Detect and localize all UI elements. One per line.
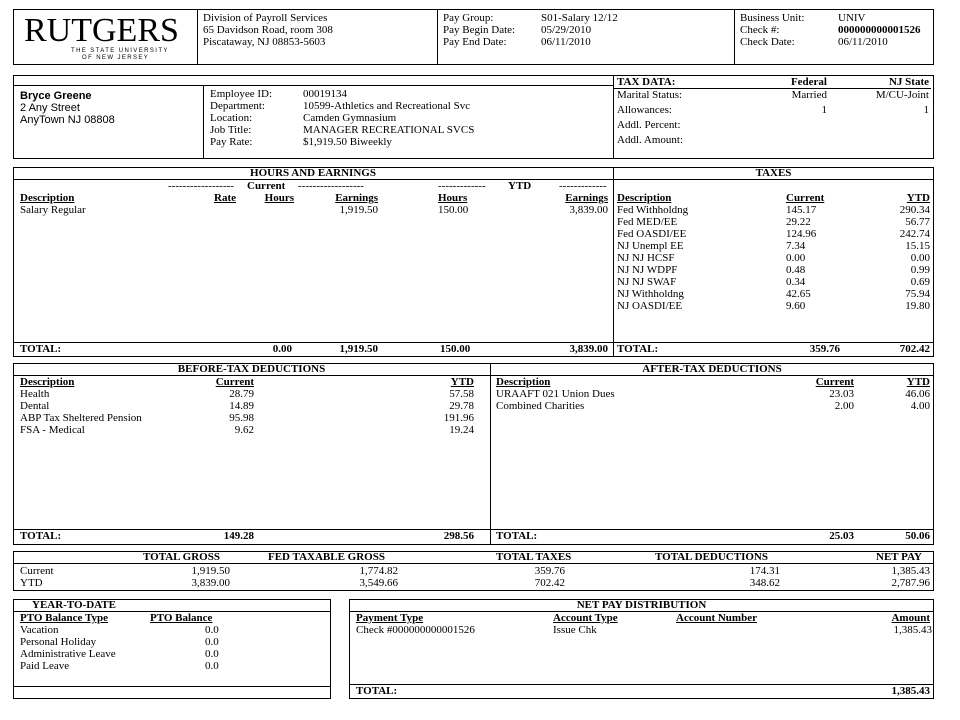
before-tax-row-ytd: 57.58 [449,388,474,400]
year-to-date-title: YEAR-TO-DATE [32,599,116,611]
net-pay-total-label: TOTAL: [356,685,398,697]
taxes-row-description: NJ NJ HCSF [617,252,675,264]
before-tax-row-current: 14.89 [229,400,254,412]
marital-state: M/CU-Joint [875,89,929,101]
taxes-row-current: 124.96 [786,228,817,240]
department-value: 10599-Athletics and Recreational Svc [303,100,471,112]
taxes-total-ytd: 702.42 [899,343,930,355]
allowances-state: 1 [923,104,929,116]
current-group-label: Current [247,180,286,192]
division-line: Piscataway, NJ 08853-5603 [203,36,326,48]
employee-address-line: 2 Any Street [20,102,80,114]
before-tax-total-current: 149.28 [223,530,254,542]
taxes-row-ytd: 0.99 [910,264,930,276]
allowances-label: Allowances: [617,104,672,116]
summary-current-label: Current [20,565,54,577]
payment-type-header: Payment Type [356,612,424,624]
before-tax-row-description: ABP Tax Sheltered Pension [20,412,142,424]
summary-taxes-header: TOTAL TAXES [496,551,572,563]
before-tax-row-current: 9.62 [234,424,254,436]
pay-group-value: S01-Salary 12/12 [541,12,618,24]
ytd-group-label: YTD [508,180,532,192]
taxes-row-current: 0.00 [786,252,806,264]
check-info [740,12,932,48]
hours-earnings-title: HOURS AND EARNINGS [250,167,376,179]
summary-ytd-deductions: 348.62 [749,577,780,589]
taxes-row-current: 29.22 [786,216,811,228]
employee-details [210,88,610,148]
check-date-value: 06/11/2010 [838,36,888,48]
summary-ytd-gross: 3,839.00 [191,577,230,589]
before-tax-total-ytd: 298.56 [443,530,474,542]
earnings-row-earnings: 1,919.50 [339,204,378,216]
earnings-total-hours: 0.00 [272,343,292,355]
taxes-row-ytd: 242.74 [899,228,930,240]
amount-header: Amount [891,612,930,624]
taxes-total-label: TOTAL: [617,343,659,355]
before-tax-row-description: Dental [20,400,50,412]
taxes-title: TAXES [755,167,792,179]
addl-percent-label: Addl. Percent: [617,119,681,131]
job-title-value: MANAGER RECREATIONAL SVCS [303,124,475,136]
ytd-dashes: ------------- [438,180,486,192]
taxes-row-description: Fed OASDI/EE [617,228,687,240]
taxes-ytd-header: YTD [906,192,930,204]
after-tax-ytd-header: YTD [906,376,930,388]
pto-type: Paid Leave [20,660,70,672]
current-dashes: ------------------ [168,180,234,192]
addl-amount-label: Addl. Amount: [617,134,684,146]
distribution-amount: 1,385.43 [893,624,932,636]
taxes-row-current: 7.34 [786,240,806,252]
earnings-row-description: Salary Regular [20,204,86,216]
taxes-row-description: NJ NJ SWAF [617,276,677,288]
pay-period [443,12,733,48]
earnings-taxes-divider [613,167,614,357]
earnings-rate-header: Rate [214,192,236,204]
net-pay-distribution-title: NET PAY DISTRIBUTION [576,599,707,611]
summary-current-taxes: 359.76 [534,565,565,577]
taxes-description-header: Description [617,192,672,204]
tax-data-state-header: NJ State [888,76,929,88]
pto-type: Vacation [20,624,59,636]
summary-net-header: NET PAY [876,551,922,563]
after-tax-row-ytd: 46.06 [905,388,930,400]
employee-divider [13,85,613,86]
employee-id-value: 00019134 [303,88,347,100]
summary-ytd-fed: 3,549.66 [359,577,398,589]
taxes-row-ytd: 0.00 [910,252,930,264]
taxes-row-ytd: 290.34 [899,204,930,216]
before-tax-row-description: FSA - Medical [20,424,85,436]
after-tax-current-header: Current [815,376,854,388]
employee-id-label: Employee ID: [210,88,273,100]
before-tax-row-current: 28.79 [229,388,254,400]
tax-data-federal-header: Federal [790,76,827,88]
total-line [349,684,934,685]
header-divider [437,9,438,65]
before-tax-total-label: TOTAL: [20,530,62,542]
after-tax-description-header: Description [496,376,551,388]
before-tax-row-ytd: 19.24 [449,424,474,436]
check-number-value: 000000000001526 [838,24,921,36]
payment-type: Check #000000000001526 [356,624,475,636]
after-tax-row-ytd: 4.00 [910,400,930,412]
taxes-row-description: NJ Withholdng [617,288,684,300]
before-tax-ytd-header: YTD [450,376,474,388]
ytd-dashes: ------------- [559,180,607,192]
before-tax-row-ytd: 191.96 [443,412,474,424]
pto-balance: 0.0 [205,648,219,660]
header-divider [197,9,198,65]
taxes-current-header: Current [786,192,825,204]
taxes-row-current: 9.60 [786,300,806,312]
pto-type: Administrative Leave [20,648,116,660]
bottom-line [13,686,331,687]
account-type-header: Account Type [553,612,618,624]
marital-status-label: Marital Status: [617,89,683,101]
before-tax-row-current: 95.98 [229,412,254,424]
pto-balance: 0.0 [205,660,219,672]
summary-ytd-label: YTD [20,577,43,589]
taxes-row-ytd: 75.94 [905,288,930,300]
earnings-earnings-header: Earnings [335,192,378,204]
current-dashes: ------------------ [298,180,364,192]
location-label: Location: [210,112,253,124]
summary-fed-header: FED TAXABLE GROSS [268,551,385,563]
after-tax-title: AFTER-TAX DEDUCTIONS [642,363,782,375]
before-tax-current-header: Current [215,376,254,388]
pay-rate-value: $1,919.50 Biweekly [303,136,392,148]
employee-address-line: AnyTown NJ 08808 [20,114,115,126]
logo-wordmark: RUTGERS [24,12,179,49]
earnings-total-earnings: 1,919.50 [339,343,378,355]
business-unit-value: UNIV [838,12,866,24]
taxes-row-current: 145.17 [786,204,817,216]
division-line: Division of Payroll Services [203,12,328,24]
after-tax-total-ytd: 50.06 [905,530,930,542]
taxes-row-current: 42.65 [786,288,811,300]
header-divider [734,9,735,65]
taxes-row-description: NJ OASDI/EE [617,300,683,312]
before-tax-title: BEFORE-TAX DEDUCTIONS [177,363,326,375]
business-unit-label: Business Unit: [740,12,805,24]
deductions-divider [490,363,491,545]
job-title-label: Job Title: [210,124,252,136]
earnings-total-ytd-hours: 150.00 [440,343,471,355]
earnings-description-header: Description [20,192,75,204]
after-tax-total-label: TOTAL: [496,530,538,542]
taxes-total-current: 359.76 [809,343,840,355]
net-pay-total-amount: 1,385.43 [891,685,930,697]
location-value: Camden Gymnasium [303,112,397,124]
taxes-row-description: NJ NJ WDPF [617,264,678,276]
summary-current-deductions: 174.31 [749,565,780,577]
account-number-header: Account Number [676,612,757,624]
employee-divider [203,85,204,159]
summary-current-fed: 1,774.82 [359,565,398,577]
pay-begin-label: Pay Begin Date: [443,24,516,36]
pto-balance: 0.0 [205,636,219,648]
account-type: Issue Chk [553,624,597,636]
earnings-total-ytd-earnings: 3,839.00 [569,343,608,355]
total-line [13,342,934,343]
summary-current-net: 1,385.43 [891,565,930,577]
pto-balance-header: PTO Balance [150,612,213,624]
after-tax-row-current: 2.00 [834,400,854,412]
after-tax-total-current: 25.03 [829,530,854,542]
after-tax-row-description: Combined Charities [496,400,585,412]
check-date-label: Check Date: [740,36,795,48]
employee-name: Bryce Greene [20,90,92,102]
pto-balance: 0.0 [205,624,219,636]
earnings-row-ytd-hours: 150.00 [438,204,469,216]
pay-group-label: Pay Group: [443,12,494,24]
before-tax-row-description: Health [20,388,50,400]
taxes-row-ytd: 56.77 [905,216,930,228]
allowances-federal: 1 [821,104,827,116]
pay-rate-label: Pay Rate: [210,136,253,148]
taxes-row-current: 0.48 [786,264,806,276]
taxes-row-ytd: 15.15 [905,240,930,252]
earnings-ytd-hours-header: Hours [438,192,468,204]
earnings-total-label: TOTAL: [20,343,62,355]
logo-tagline: THE STATE UNIVERSITY [71,48,169,54]
taxes-row-description: Fed Withholdng [617,204,689,216]
taxes-row-description: NJ Unempl EE [617,240,684,252]
tax-data-title: TAX DATA: [617,76,676,88]
division-address [203,12,333,48]
pay-begin-value: 05/29/2010 [541,24,592,36]
summary-ytd-net: 2,787.96 [891,577,930,589]
earnings-ytd-earnings-header: Earnings [565,192,608,204]
division-line: 65 Davidson Road, room 308 [203,24,333,36]
employee-address [20,90,115,126]
rutgers-logo [24,14,189,62]
before-tax-row-ytd: 29.78 [449,400,474,412]
pay-end-label: Pay End Date: [443,36,507,48]
department-label: Department: [210,100,265,112]
summary-current-gross: 1,919.50 [191,565,230,577]
taxes-row-ytd: 0.69 [910,276,930,288]
check-number-label: Check #: [740,24,780,36]
marital-federal: Married [791,89,827,101]
pay-end-value: 06/11/2010 [541,36,591,48]
pto-type-header: PTO Balance Type [20,612,109,624]
before-tax-description-header: Description [20,376,75,388]
summary-ytd-taxes: 702.42 [534,577,565,589]
after-tax-row-description: URAAFT 021 Union Dues [496,388,615,400]
summary-deductions-header: TOTAL DEDUCTIONS [655,551,768,563]
earnings-hours-header: Hours [264,192,294,204]
pto-type: Personal Holiday [20,636,97,648]
taxes-row-current: 0.34 [786,276,806,288]
earnings-row-ytd-earnings: 3,839.00 [569,204,608,216]
tax-data [617,76,931,146]
taxes-row-description: Fed MED/EE [617,216,678,228]
after-tax-row-current: 23.03 [829,388,854,400]
summary-gross-header: TOTAL GROSS [143,551,220,563]
taxes-row-ytd: 19.80 [905,300,930,312]
logo-tagline: OF NEW JERSEY [82,55,150,62]
